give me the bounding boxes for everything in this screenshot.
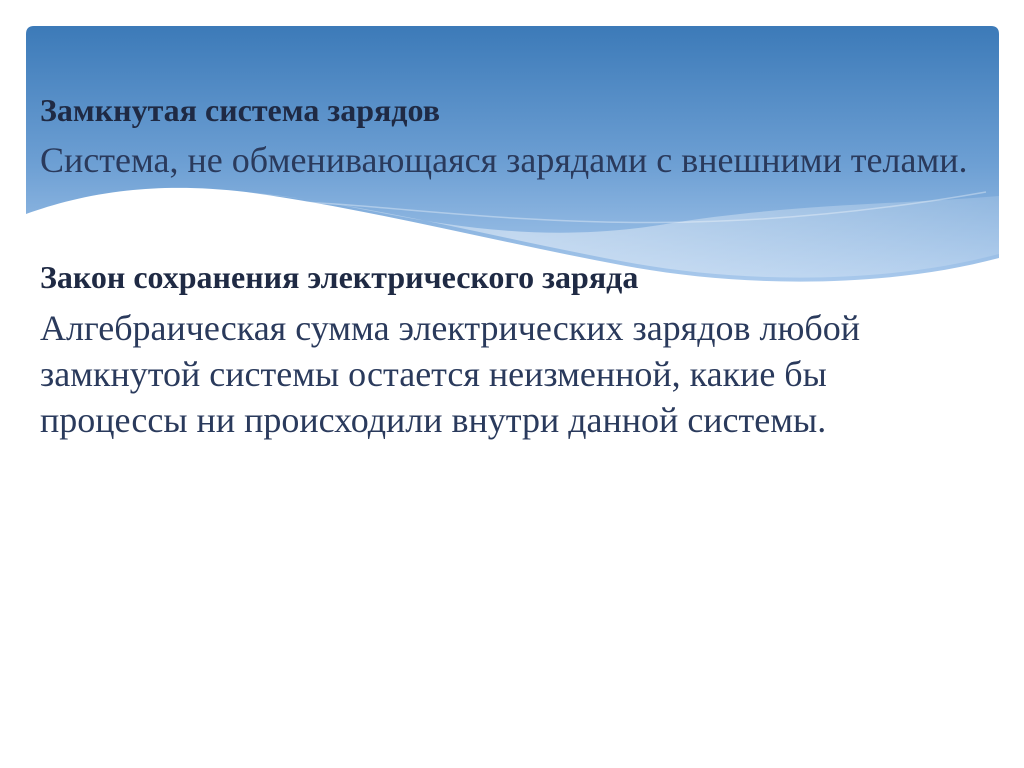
definition-closed-system: Система, не обменивающаяся зарядами с внешними телами. [40, 140, 968, 180]
heading-charge-conservation-law: Закон сохранения электрического заряда [40, 259, 639, 295]
statement-charge-conservation-law: Алгебраическая сумма электрических зарядов любой замкнутой системы остается неизменной, какие бы процессы ни происходили внутри данной системы. [40, 308, 860, 440]
slide-content [40, 82, 970, 443]
heading-closed-system: Замкнутая система зарядов [40, 92, 440, 128]
